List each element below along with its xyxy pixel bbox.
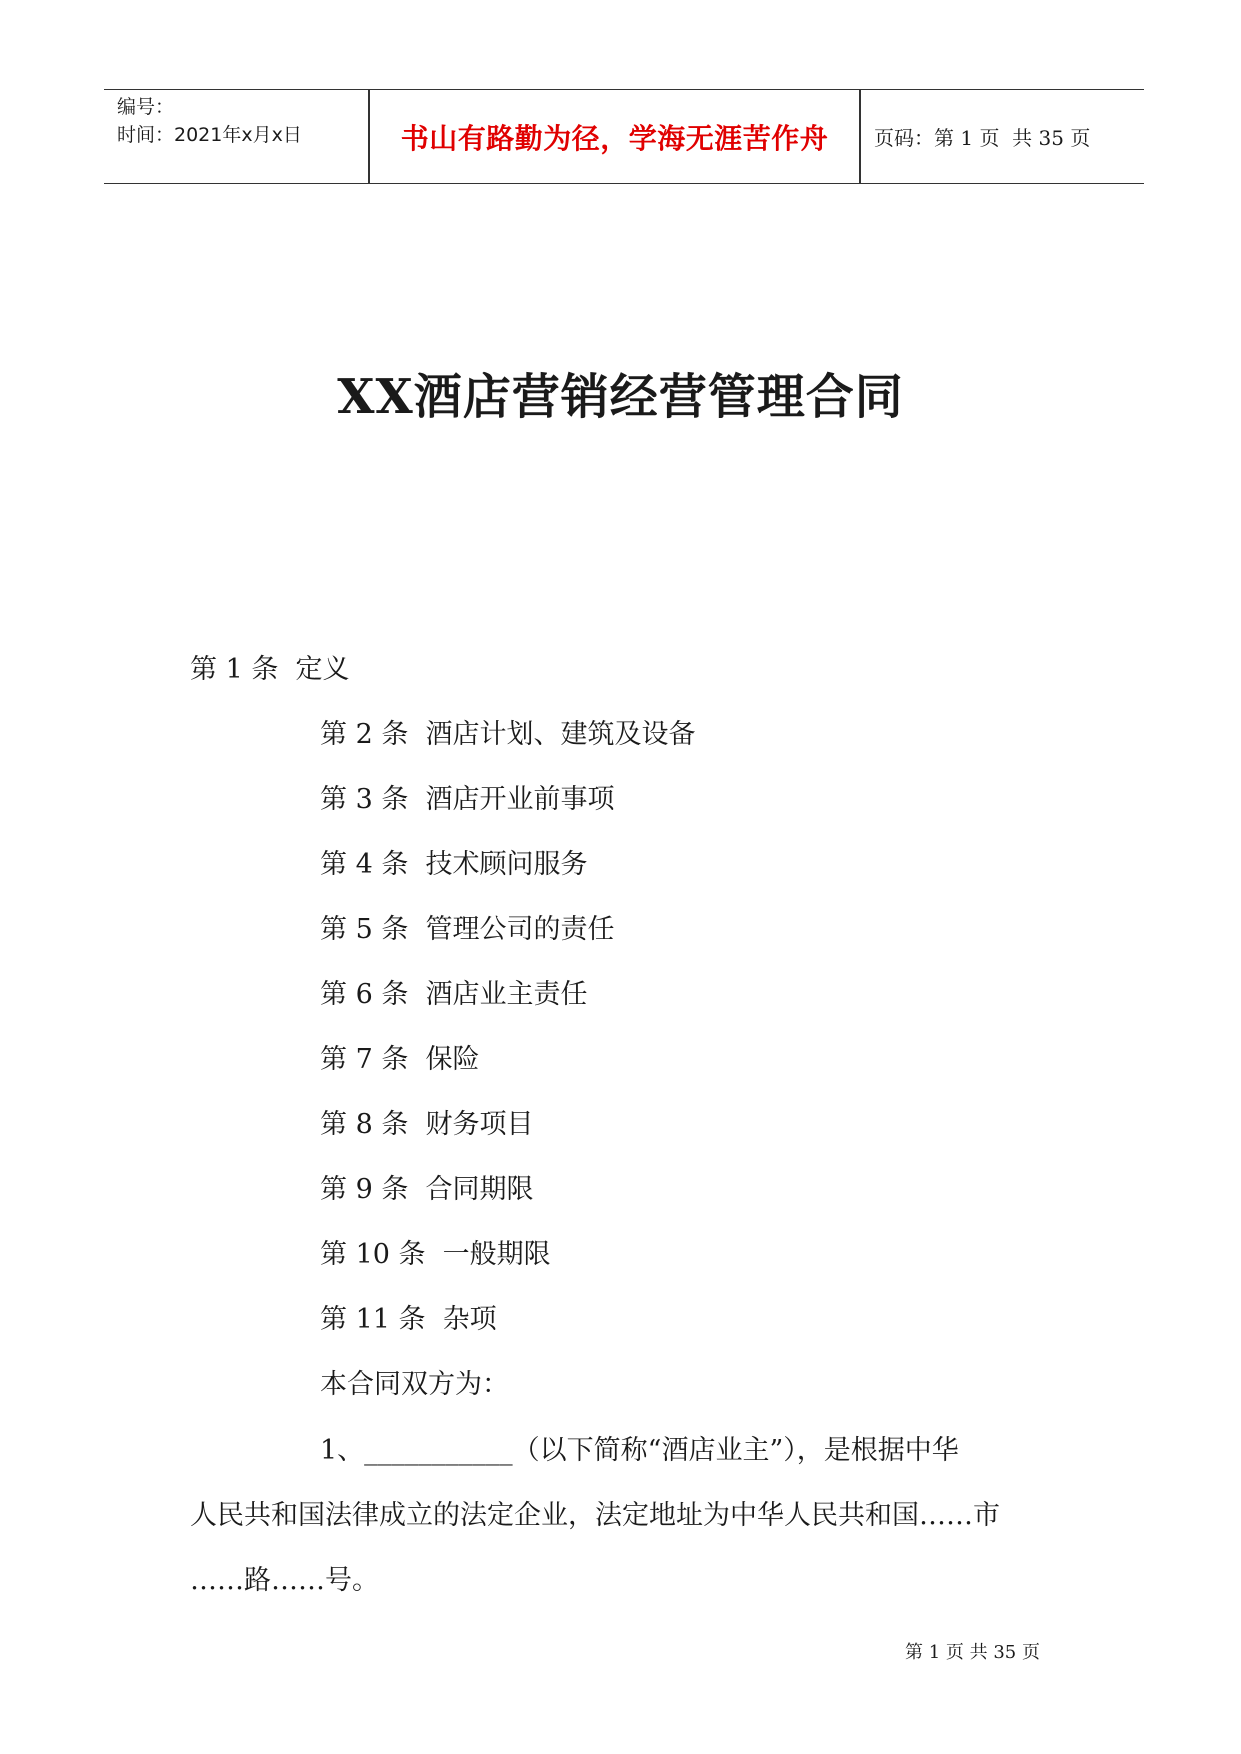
toc-item: 第 7 条 保险 [320,1044,480,1075]
header-divider [859,90,861,183]
toc-item: 第 3 条 酒店开业前事项 [320,784,615,815]
toc-item: 第 4 条 技术顾问服务 [320,849,588,880]
header-meta [117,90,367,183]
page-header [104,89,1144,184]
header-page-number: 页码：第 1 页 共 35 页 [874,126,1091,150]
toc-item: 第 2 条 酒店计划、建筑及设备 [320,719,696,750]
toc-item: 第 10 条 一般期限 [320,1239,551,1270]
clause-paragraph-line: ……路……号。 [190,1565,379,1596]
document-time-label: 时间：2021年x月x日 [117,124,302,146]
toc-item: 第 6 条 酒店业主责任 [320,979,588,1010]
toc-item: 第 8 条 财务项目 [320,1109,534,1140]
page-footer: 第 1 页 共 35 页 [905,1642,1040,1663]
clause-paragraph-line: 1、___________（以下简称“酒店业主”），是根据中华 [320,1435,959,1466]
contract-parties-intro: 本合同双方为： [320,1369,509,1400]
clause-paragraph-line: 人民共和国法律成立的法定企业，法定地址为中华人民共和国……市 [190,1500,1000,1531]
toc-item: 第 1 条 定义 [190,654,350,685]
document-number-label: 编号： [117,96,175,118]
toc-item: 第 11 条 杂项 [320,1304,497,1335]
toc-item: 第 5 条 管理公司的责任 [320,914,615,945]
toc-item: 第 9 条 合同期限 [320,1174,534,1205]
document-title: XX酒店营销经营管理合同 [337,369,904,425]
header-motto: 书山有路勤为径，学海无涯苦作舟 [400,121,829,155]
